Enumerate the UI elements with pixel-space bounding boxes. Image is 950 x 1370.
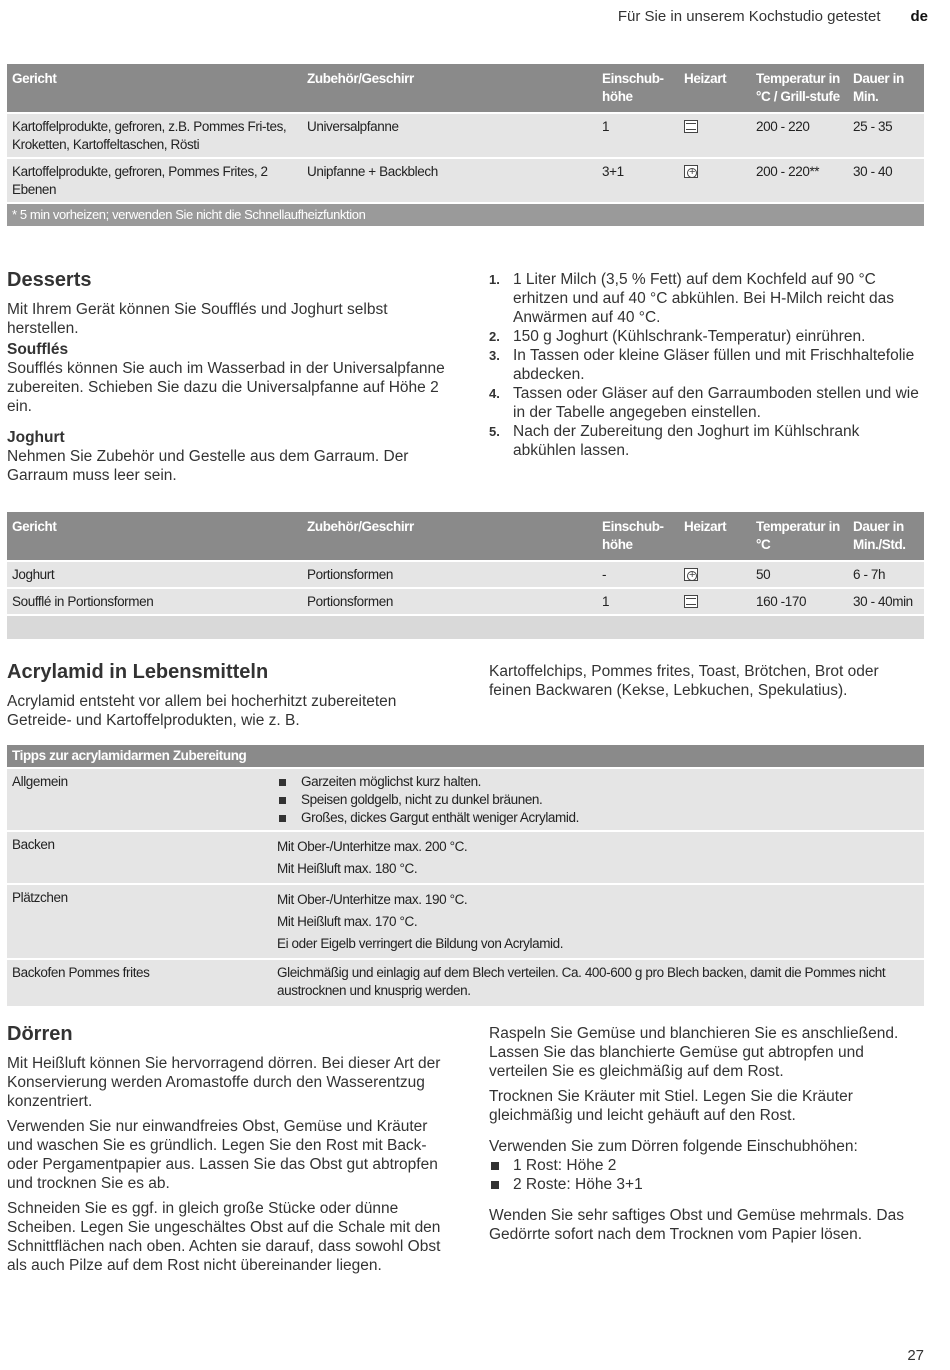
list-item bbox=[489, 422, 924, 460]
doerren-p1: Mit Heißluft können Sie hervorragend dörren. Bei dieser Art der Konservierung werden Aromastoffe durch den Wasserentzug konzentriert. bbox=[7, 1055, 441, 1110]
table-row bbox=[7, 768, 924, 831]
cell-accessory: Unipfanne + Backblech bbox=[302, 158, 597, 203]
cell-dish: Soufflé in Portionsformen bbox=[7, 588, 302, 615]
col-header-level: Einschub-höhe bbox=[597, 512, 679, 561]
acrylamid-section bbox=[7, 660, 447, 736]
list-item bbox=[489, 1175, 924, 1194]
hot-air-icon bbox=[684, 568, 698, 581]
joghurt-heading: Joghurt bbox=[7, 429, 65, 446]
tip-content bbox=[272, 884, 924, 959]
souffles-text: Soufflés können Sie auch im Wasserbad in der Universalpfanne zubereiten. Schieben Sie dazu die Universalpfanne auf Höhe 2 ein. bbox=[7, 360, 445, 415]
cell-duration: 30 - 40min bbox=[848, 588, 924, 615]
topbottom-heat-icon bbox=[684, 120, 698, 133]
step-text: Nach der Zubereitung den Joghurt im Kühlschrank abkühlen lassen. bbox=[513, 423, 860, 459]
acrylamid-text-right-wrap bbox=[489, 662, 909, 706]
doerren-p7: Wenden Sie sehr saftiges Obst und Gemüse mehrmals. Das Gedörrte sofort nach dem Trocknen vom Papier lösen. bbox=[489, 1207, 904, 1243]
table-row bbox=[7, 158, 924, 203]
list-item bbox=[489, 1156, 924, 1175]
header-title: Für Sie in unserem Kochstudio getestet bbox=[617, 8, 881, 25]
tip-line: Ei oder Eigelb verringert die Bildung von Acrylamid. bbox=[277, 936, 564, 951]
list-item bbox=[277, 773, 919, 791]
tip-content bbox=[272, 768, 924, 831]
col-header-heating: Heizart bbox=[679, 64, 751, 113]
cell-accessory: Universalpfanne bbox=[302, 113, 597, 158]
cell-temperature: 200 - 220 bbox=[751, 113, 848, 158]
list-item bbox=[277, 809, 919, 827]
cell-level: 1 bbox=[597, 113, 679, 158]
tip-label: Backofen Pommes frites bbox=[7, 959, 272, 1006]
acrylamid-text-left: Acrylamid entsteht vor allem bei hocherhitzt zubereiteten Getreide- und Kartoffelprodukten, wie z. B. bbox=[7, 693, 397, 729]
col-header-level: Einschub-höhe bbox=[597, 64, 679, 113]
tip-content bbox=[272, 959, 924, 1006]
acrylamid-heading: Acrylamid in Lebensmitteln bbox=[7, 661, 269, 683]
tip-bullet-text: Garzeiten möglichst kurz halten. bbox=[301, 774, 482, 789]
doerren-heading: Dörren bbox=[7, 1023, 73, 1045]
tip-content bbox=[272, 831, 924, 884]
cell-level: 1 bbox=[597, 588, 679, 615]
col-header-dish: Gericht bbox=[7, 512, 302, 561]
list-item bbox=[489, 384, 924, 422]
doerren-right bbox=[489, 1024, 924, 1250]
tip-line: Mit Heißluft max. 170 °C. bbox=[277, 914, 418, 929]
tip-line: Mit Ober-/Unterhitze max. 200 °C. bbox=[277, 839, 468, 854]
joghurt-steps bbox=[489, 270, 924, 460]
tip-line: Gleichmäßig und einlagig auf dem Blech verteilen. Ca. 400-600 g pro Blech backen, damit die Pommes nicht austrocknen und knusprig werden. bbox=[277, 965, 886, 998]
table-filler-row bbox=[7, 615, 924, 639]
step-text: 150 g Joghurt (Kühlschrank-Temperatur) einrühren. bbox=[513, 328, 866, 345]
step-number: 1. bbox=[489, 272, 500, 287]
col-header-accessory: Zubehör/Geschirr bbox=[302, 64, 597, 113]
tip-label: Plätzchen bbox=[7, 884, 272, 959]
cell-dish: Joghurt bbox=[7, 561, 302, 588]
cell-duration: 6 - 7h bbox=[848, 561, 924, 588]
cell-duration: 30 - 40 bbox=[848, 158, 924, 203]
table-header-row bbox=[7, 512, 924, 561]
cell-accessory: Portionsformen bbox=[302, 588, 597, 615]
list-item bbox=[489, 346, 924, 384]
step-number: 4. bbox=[489, 386, 500, 401]
table-header-row bbox=[7, 64, 924, 113]
step-text: 1 Liter Milch (3,5 % Fett) auf dem Kochfeld auf 90 °C erhitzen und auf 40 °C abkühlen. Bei H-Milch reicht das Anwärmen auf 40 °C. bbox=[513, 271, 894, 326]
cell-accessory: Portionsformen bbox=[302, 561, 597, 588]
table-row bbox=[7, 831, 924, 884]
step-number: 2. bbox=[489, 329, 500, 344]
tip-bullet-text: Speisen goldgelb, nicht zu dunkel bräunen. bbox=[301, 792, 543, 807]
tip-line: Mit Heißluft max. 180 °C. bbox=[277, 861, 418, 876]
cell-dish: Kartoffelprodukte, gefroren, z.B. Pommes Fri-tes, Kroketten, Kartoffeltaschen, Rösti bbox=[7, 113, 302, 158]
topbottom-heat-icon bbox=[684, 595, 698, 608]
step-number: 3. bbox=[489, 348, 500, 363]
col-header-accessory: Zubehör/Geschirr bbox=[302, 512, 597, 561]
tip-label: Allgemein bbox=[7, 768, 272, 831]
col-header-dish: Gericht bbox=[7, 64, 302, 113]
cell-duration: 25 - 35 bbox=[848, 113, 924, 158]
list-item bbox=[277, 791, 919, 809]
acrylamid-tips-table bbox=[7, 745, 924, 1006]
language-code: de bbox=[910, 8, 928, 25]
doerren-p6: Verwenden Sie zum Dörren folgende Einschubhöhen: bbox=[489, 1138, 858, 1155]
table-row bbox=[7, 588, 924, 615]
acrylamid-text-right: Kartoffelchips, Pommes frites, Toast, Brötchen, Brot oder feinen Backwaren (Kekse, Lebkuchen, Spekulatius). bbox=[489, 663, 879, 699]
rack-level-text: 1 Rost: Höhe 2 bbox=[513, 1157, 617, 1174]
cell-temperature: 160 -170 bbox=[751, 588, 848, 615]
tip-line: Mit Ober-/Unterhitze max. 190 °C. bbox=[277, 892, 468, 907]
desserts-intro: Mit Ihrem Gerät können Sie Soufflés und Joghurt selbst herstellen. bbox=[7, 301, 388, 337]
col-header-temperature: Temperatur in °C bbox=[751, 512, 848, 561]
cell-temperature: 200 - 220** bbox=[751, 158, 848, 203]
potato-products-table bbox=[7, 64, 924, 226]
page-header bbox=[618, 8, 928, 25]
souffles-heading: Soufflés bbox=[7, 341, 69, 358]
doerren-p2: Verwenden Sie nur einwandfreies Obst, Gemüse und Kräuter und waschen Sie es gründlich. Legen Sie den Rost mit Back- oder Pergamentpapier aus. Lassen Sie das Obst gut abtropfen und trocknen Sie es ab. bbox=[7, 1118, 438, 1192]
list-item bbox=[489, 327, 924, 346]
col-header-duration: Dauer in Min./Std. bbox=[848, 512, 924, 561]
page-number: 27 bbox=[907, 1347, 924, 1364]
table-row bbox=[7, 561, 924, 588]
table-header-row bbox=[7, 745, 924, 768]
tips-header: Tipps zur acrylamidarmen Zubereitung bbox=[7, 745, 924, 768]
rack-level-text: 2 Roste: Höhe 3+1 bbox=[513, 1176, 643, 1193]
cell-dish: Kartoffelprodukte, gefroren, Pommes Frites, 2 Ebenen bbox=[7, 158, 302, 203]
table-row bbox=[7, 884, 924, 959]
cell-level: 3+1 bbox=[597, 158, 679, 203]
tip-label: Backen bbox=[7, 831, 272, 884]
doerren-p4: Raspeln Sie Gemüse und blanchieren Sie es anschließend. Lassen Sie das blanchierte Gemüse gut abtropfen und verteilen Sie es gleichmäßig auf dem Rost. bbox=[489, 1025, 899, 1080]
list-item bbox=[489, 270, 924, 327]
desserts-heading: Desserts bbox=[7, 269, 92, 291]
col-header-duration: Dauer in Min. bbox=[848, 64, 924, 113]
cell-level: - bbox=[597, 561, 679, 588]
desserts-table bbox=[7, 512, 924, 639]
col-header-heating: Heizart bbox=[679, 512, 751, 561]
doerren-section bbox=[7, 1022, 447, 1281]
step-text: Tassen oder Gläser auf den Garraumboden stellen und wie in der Tabelle angegeben einstellen. bbox=[513, 385, 919, 421]
desserts-section bbox=[7, 268, 447, 491]
hot-air-icon bbox=[684, 165, 698, 178]
table-row bbox=[7, 113, 924, 158]
tip-bullet-text: Großes, dickes Gargut enthält weniger Acrylamid. bbox=[301, 810, 579, 825]
joghurt-text: Nehmen Sie Zubehör und Gestelle aus dem Garraum. Der Garraum muss leer sein. bbox=[7, 448, 409, 484]
col-header-temperature: Temperatur in °C / Grill-stufe bbox=[751, 64, 848, 113]
doerren-p3: Schneiden Sie es ggf. in gleich große Stücke oder dünne Scheiben. Legen Sie ungeschältes Obst auf die Schale mit den Schnittflächen nach oben. Achten sie darauf, dass sowohl Obst als auch Pilze auf dem Rost nicht übereinander liegen. bbox=[7, 1200, 441, 1274]
doerren-p5: Trocknen Sie Kräuter mit Stiel. Legen Sie die Kräuter gleichmäßig und leicht gehäuft auf den Rost. bbox=[489, 1088, 853, 1124]
table-footnote: * 5 min vorheizen; verwenden Sie nicht die Schnellaufheizfunktion bbox=[7, 203, 924, 226]
cell-temperature: 50 bbox=[751, 561, 848, 588]
table-row bbox=[7, 959, 924, 1006]
step-text: In Tassen oder kleine Gläser füllen und mit Frischhaltefolie abdecken. bbox=[513, 347, 915, 383]
step-number: 5. bbox=[489, 424, 500, 439]
